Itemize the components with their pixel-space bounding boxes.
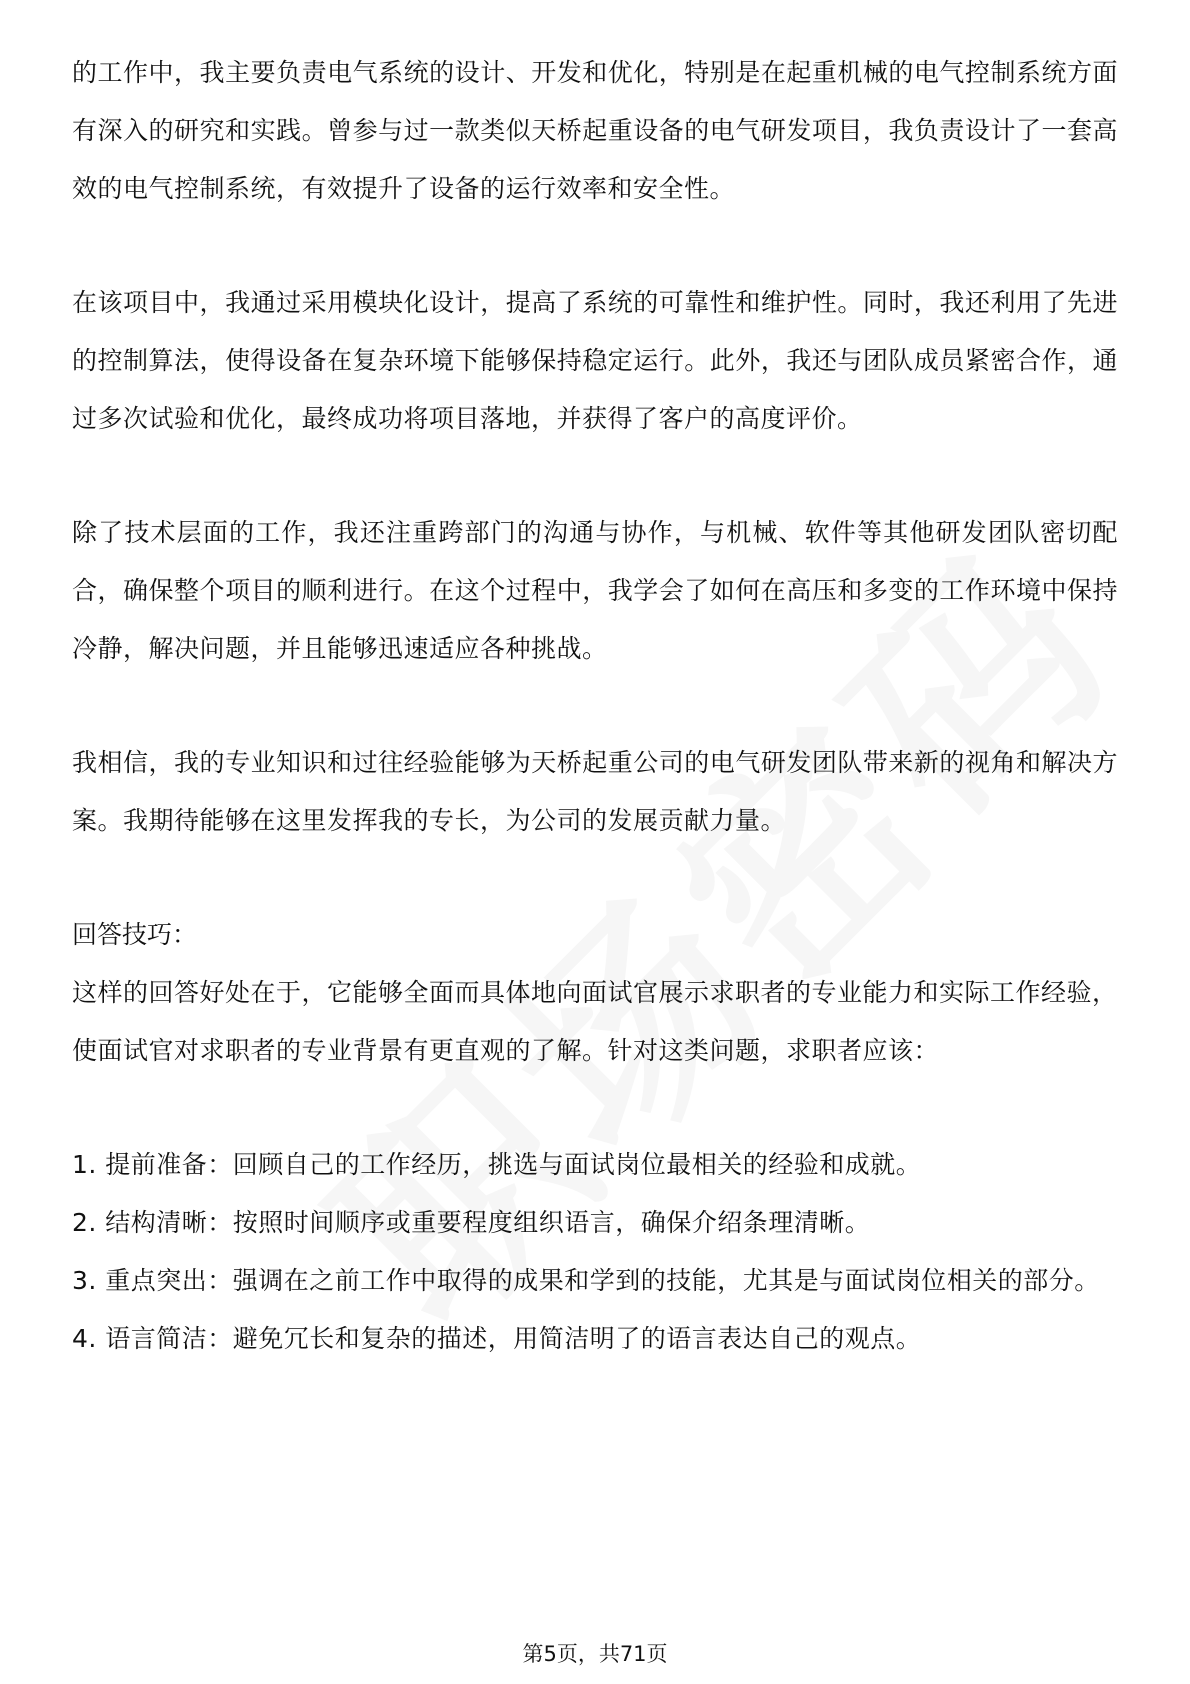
paragraph-3: 除了技术层面的工作，我还注重跨部门的沟通与协作，与机械、软件等其他研发团队密切配合，确保整个项目的顺利进行。在这个过程中，我学会了如何在高压和多变的工作环境中保持冷静，解决问题，并且能够迅速适应各种挑战。 (72, 518, 1118, 663)
tips-intro: 这样的回答好处在于，它能够全面而具体地向面试官展示求职者的专业能力和实际工作经验，使面试官对求职者的专业背景有更直观的了解。针对这类问题，求职者应该： (72, 978, 1118, 1065)
tips-item-3: 3. 重点突出：强调在之前工作中取得的成果和学到的技能，尤其是与面试岗位相关的部分。 (72, 1266, 1100, 1295)
tips-item-1: 1. 提前准备：回顾自己的工作经历，挑选与面试岗位最相关的经验和成就。 (72, 1150, 922, 1179)
tips-item-4: 4. 语言简洁：避免冗长和复杂的描述，用简洁明了的语言表达自己的观点。 (72, 1324, 922, 1353)
paragraph-4: 我相信，我的专业知识和过往经验能够为天桥起重公司的电气研发团队带来新的视角和解决方案。我期待能够在这里发挥我的专长，为公司的发展贡献力量。 (72, 748, 1118, 835)
paragraph-2: 在该项目中，我通过采用模块化设计，提高了系统的可靠性和维护性。同时，我还利用了先进的控制算法，使得设备在复杂环境下能够保持稳定运行。此外，我还与团队成员紧密合作，通过多次试验和优化，最终成功将项目落地，并获得了客户的高度评价。 (72, 288, 1118, 433)
tips-list (72, 1136, 1118, 1368)
tips-item-2: 2. 结构清晰：按照时间顺序或重要程度组织语言，确保介绍条理清晰。 (72, 1208, 871, 1237)
page-number-footer: 第5页，共71页 (522, 1642, 668, 1666)
page-content (72, 44, 1118, 1368)
tips-heading: 回答技巧： (72, 920, 198, 949)
paragraph-1: 的工作中，我主要负责电气系统的设计、开发和优化，特别是在起重机械的电气控制系统方面有深入的研究和实践。曾参与过一款类似天桥起重设备的电气研发项目，我负责设计了一套高效的电气控制系统，有效提升了设备的运行效率和安全性。 (72, 58, 1118, 203)
